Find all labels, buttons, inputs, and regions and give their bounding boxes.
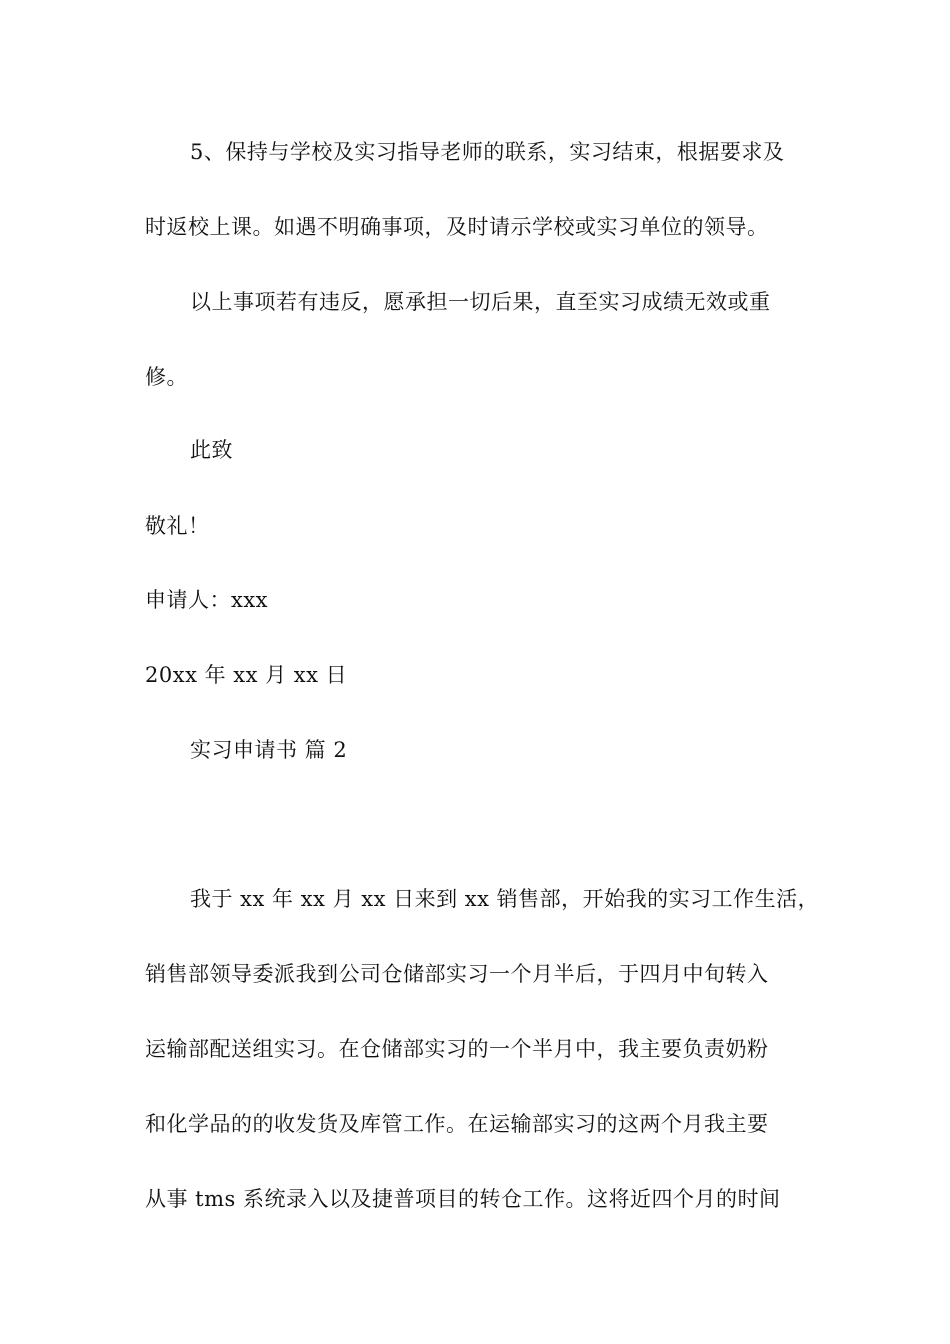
- violation-line-1: 以上事项若有违反，愿承担一切后果，直至实习成绩无效或重: [190, 290, 771, 314]
- violation-line-2: 修。: [145, 365, 188, 389]
- salutation-jingli: 敬礼！: [145, 514, 210, 538]
- body-line-1: 我于 xx 年 xx 月 xx 日来到 xx 销售部，开始我的实习工作生活，: [190, 887, 820, 911]
- paragraph-5-line-2: 时返校上课。如遇不明确事项，及时请示学校或实习单位的领导。: [145, 215, 769, 239]
- body-line-4: 和化学品的的收发货及库管工作。在运输部实习的这两个月我主要: [145, 1112, 769, 1136]
- body-line-2: 销售部领导委派我到公司仓储部实习一个月半后，于四月中旬转入: [145, 962, 769, 986]
- salutation-cizhi: 此致: [190, 438, 233, 462]
- body-line-5: 从事 tms 系统录入以及捷普项目的转仓工作。这将近四个月的时间: [145, 1187, 781, 1211]
- section-heading: 实习申请书 篇 2: [190, 738, 348, 762]
- paragraph-5-line-1: 5、保持与学校及实习指导老师的联系，实习结束，根据要求及: [190, 140, 785, 164]
- date-line: 20xx 年 xx 月 xx 日: [145, 663, 348, 687]
- applicant-name: 申请人：xxx: [145, 588, 269, 612]
- body-line-3: 运输部配送组实习。在仓储部实习的一个半月中，我主要负责奶粉: [145, 1037, 769, 1061]
